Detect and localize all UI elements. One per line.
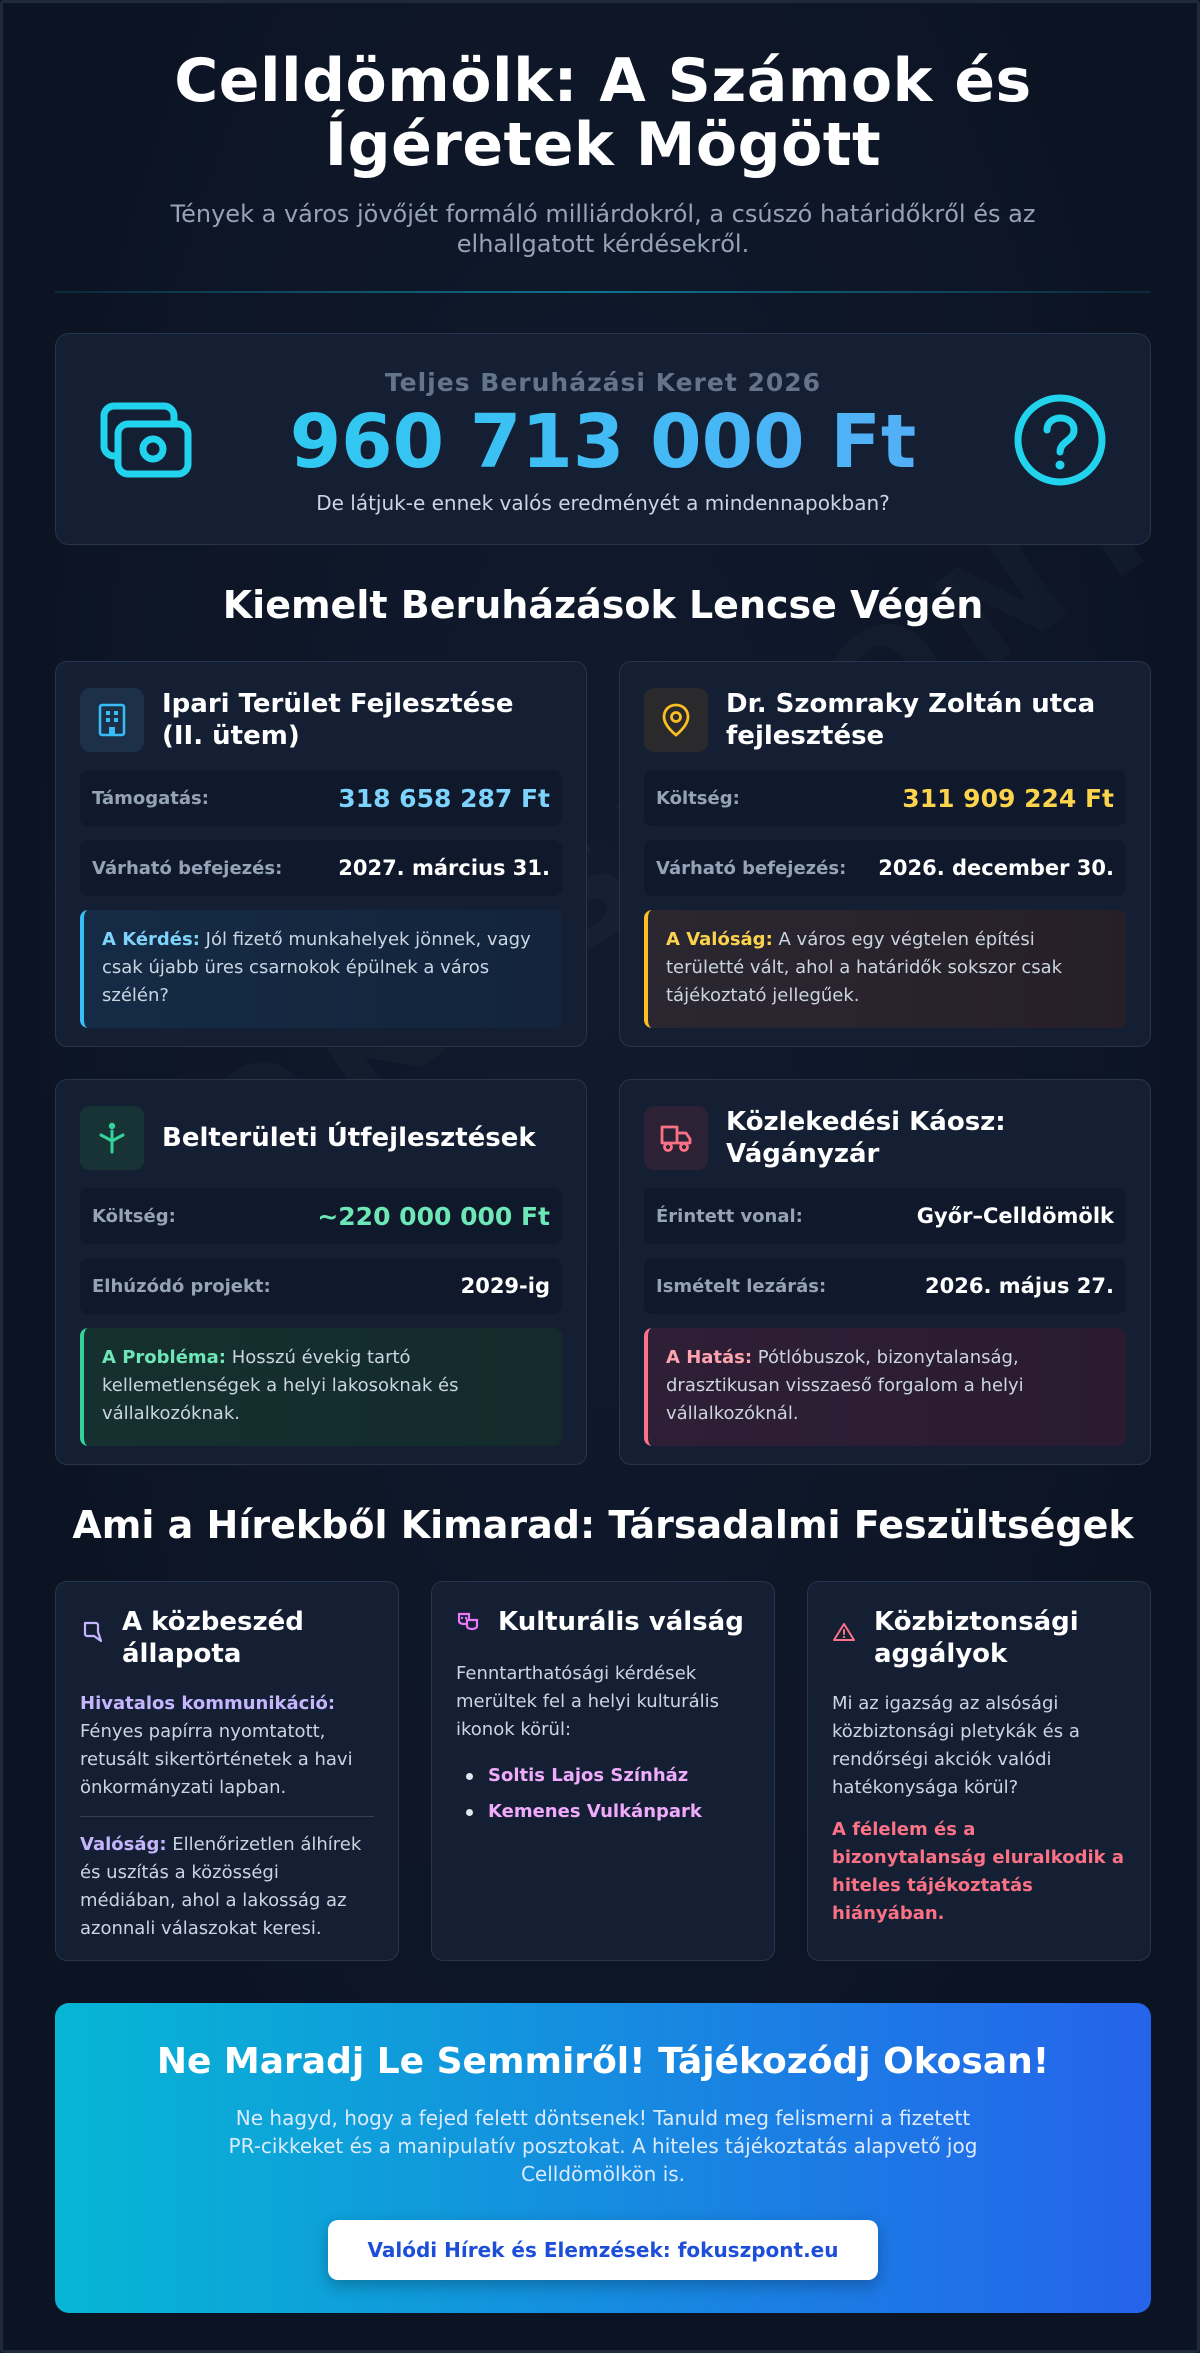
row-label: Érintett vonal: <box>656 1205 803 1227</box>
list-item: Kemenes Vulkánpark <box>456 1794 750 1830</box>
security-highlight: A félelem és a bizonytalanság eluralkodik a hiteles tájékoztatás hiányában. <box>832 1819 1125 1924</box>
page-title: Celldömölk: A Számok és Ígéretek Mögött <box>174 46 1032 180</box>
row-label: Támogatás: <box>92 787 209 809</box>
row-value: ~220 000 000 Ft <box>317 1201 550 1231</box>
reality-label: Valóság: <box>80 1834 167 1855</box>
map-pin-icon <box>644 688 708 752</box>
project-row <box>80 840 562 896</box>
card-header <box>80 1104 562 1172</box>
page-subtitle: Tények a város jövőjét formáló milliárdokról, a csúszó határidőkről és az elhallgatott kérdésekről. <box>170 200 1036 258</box>
callout-label: A Valóság: <box>666 929 773 950</box>
row-label: Várható befejezés: <box>656 857 847 879</box>
callout-label: A Kérdés: <box>102 929 200 950</box>
building-icon <box>80 688 144 752</box>
project-title: Belterületi Útfejlesztések <box>162 1123 536 1153</box>
card-divider <box>80 1816 374 1817</box>
social-card-security <box>807 1581 1151 1961</box>
card-header <box>644 686 1126 754</box>
callout-text: Jól fizető munkahelyek jönnek, vagy csak újabb üres csarnokok épülnek a város szélén? <box>102 929 531 1006</box>
cta-text: Ne hagyd, hogy a fejed felett döntsenek! Tanuld meg felismerni a fizetett PR-cikkeket és a manipulatív posztokat. A hiteles tájékoztatás alapvető jog Celldömölkön is. <box>228 2106 978 2186</box>
row-value: Győr–Celldömölk <box>916 1204 1114 1228</box>
project-title: Ipari Terület Fejlesztése (II. ütem) <box>162 689 514 751</box>
row-label: Költség: <box>656 787 740 809</box>
card-header <box>832 1606 1126 1670</box>
projects-section-title: Kiemelt Beruházások Lencse Végén <box>222 583 984 627</box>
row-value: 2026. december 30. <box>878 856 1114 880</box>
reality-text: Ellenőrizetlen álhírek és uszítás a közösségi médiában, ahol a lakosság az azonnali válaszokat keresi. <box>80 1834 362 1939</box>
project-card-railway <box>619 1079 1151 1465</box>
list-item: Soltis Lajos Színház <box>456 1758 750 1794</box>
row-label: Elhúzódó projekt: <box>92 1275 271 1297</box>
social-card-discourse <box>55 1581 399 1961</box>
question-circle-icon <box>1012 392 1108 488</box>
project-callout <box>644 910 1126 1028</box>
budget-note: De látjuk-e ennek valós eredményét a mindennapokban? <box>316 491 890 515</box>
warning-icon <box>832 1620 856 1644</box>
cta-button[interactable]: Valódi Hírek és Elemzések: fokuszpont.eu <box>328 2220 878 2280</box>
official-communication <box>80 1690 374 1802</box>
project-row <box>644 1258 1126 1314</box>
money-icon <box>98 400 194 480</box>
row-label: Költség: <box>92 1205 176 1227</box>
security-text: Mi az igazság az alsósági közbiztonsági pletykák és a rendőrségi akciók valódi hatékonysága körül? <box>832 1693 1080 1798</box>
project-callout <box>80 910 562 1028</box>
header <box>55 3 1151 293</box>
callout-label: A Hatás: <box>666 1347 753 1368</box>
callout-text: Hosszú évekig tartó kellemetlenségek a helyi lakosoknak és vállalkozóknak. <box>102 1347 459 1424</box>
callout-text: A város egy végtelen építési területté vált, ahol a határidők sokszor csak tájékoztató jellegűek. <box>666 929 1063 1006</box>
row-value: 2026. május 27. <box>925 1274 1114 1298</box>
budget-label: Teljes Beruházási Keret 2026 <box>384 368 822 397</box>
official-label: Hivatalos kommunikáció: <box>80 1693 336 1714</box>
social-card-title: Kulturális válság <box>498 1607 744 1637</box>
project-row <box>80 770 562 826</box>
project-row <box>644 770 1126 826</box>
project-card-street <box>619 661 1151 1047</box>
theater-masks-icon <box>456 1610 480 1634</box>
budget-hero <box>55 333 1151 545</box>
social-section-title: Ami a Hírekből Kimarad: Társadalmi Feszültségek <box>72 1503 1134 1547</box>
row-value: 318 658 287 Ft <box>338 783 550 813</box>
project-title: Közlekedési Káosz: Vágányzár <box>726 1107 1006 1169</box>
project-title: Dr. Szomraky Zoltán utca fejlesztése <box>726 689 1096 751</box>
train-icon <box>644 1106 708 1170</box>
reality-paragraph <box>80 1831 374 1943</box>
row-value: 2029-ig <box>460 1274 550 1298</box>
header-divider <box>55 291 1151 293</box>
official-text: Fényes papírra nyomtatott, retusált sikertörténetek a havi önkormányzati lapban. <box>80 1721 353 1798</box>
project-callout <box>644 1328 1126 1446</box>
content <box>55 3 1151 2313</box>
culture-text: Fenntarthatósági kérdések merültek fel a helyi kulturális ikonok körül: <box>456 1663 719 1740</box>
row-value: 2027. március 31. <box>338 856 550 880</box>
social-card-title: Közbiztonsági aggályok <box>874 1607 1079 1669</box>
project-row <box>80 1258 562 1314</box>
card-header <box>80 686 562 754</box>
budget-amount: 960 713 000 Ft <box>56 401 1150 483</box>
projects-grid <box>55 661 1151 1465</box>
road-icon <box>80 1106 144 1170</box>
call-to-action <box>55 2003 1151 2313</box>
card-header <box>644 1104 1126 1172</box>
project-card-industrial <box>55 661 587 1047</box>
culture-list <box>456 1758 750 1830</box>
cta-title: Ne Maradj Le Semmiről! Tájékozódj Okosan! <box>156 2041 1050 2082</box>
row-label: Ismételt lezárás: <box>656 1275 827 1297</box>
project-row <box>644 1188 1126 1244</box>
row-value: 311 909 224 Ft <box>902 783 1114 813</box>
social-card-culture <box>431 1581 775 1961</box>
callout-label: A Probléma: <box>102 1347 226 1368</box>
speech-bubble-icon <box>80 1620 104 1644</box>
project-callout <box>80 1328 562 1446</box>
project-row <box>80 1188 562 1244</box>
project-card-roads <box>55 1079 587 1465</box>
card-header <box>80 1606 374 1670</box>
social-card-title: A közbeszéd állapota <box>122 1607 304 1669</box>
callout-text: Pótlóbuszok, bizonytalanság, drasztikusan visszaeső forgalom a helyi vállalkozóknál. <box>666 1347 1024 1424</box>
project-row <box>644 840 1126 896</box>
card-header <box>456 1606 750 1638</box>
row-label: Várható befejezés: <box>92 857 283 879</box>
social-grid <box>55 1581 1151 1961</box>
